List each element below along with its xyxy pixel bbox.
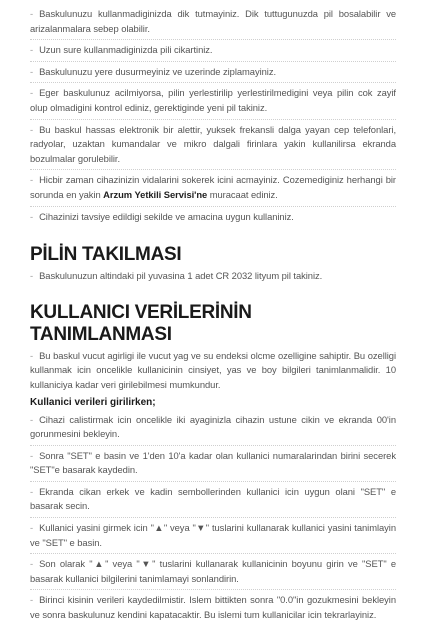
manual-page (30, 7, 396, 626)
divider (30, 119, 396, 120)
section-title-battery: PİLİN TAKILMASI (30, 244, 182, 266)
step-item: - Son olarak "▲" veya "▼" tuslarini kullanarak kullanicinin boyunu girin ve "SET" e basarak kullanici bilgilerini tanimlamayi sonlandirin. (30, 558, 396, 584)
step-item: - Sonra "SET" e basin ve 1'den 10'a kadar olan kullanici numaralarindan birini secerek "SET"e basarak kaydedin. (30, 449, 396, 476)
service-name: Arzum Yetkili Servisi'ne (103, 188, 208, 200)
divider (30, 61, 396, 62)
step-item: - Cihazi calistirmak icin oncelikle iki ayaginizla cihazin ustune cikin ve ekranda 00'in gorunmesini bekleyin. (30, 413, 396, 440)
divider (30, 39, 396, 40)
step-item: - Kullanici yasini girmek icin "▲" veya "▼" tuslarini kullanarak kullanici yasini tanimlayin ve "SET" e basin. (30, 522, 396, 548)
user-data-intro: - Bu baskul vucut agirligi ile vucut yag ve su endeksi olcme ozelligine sahiptir. Bu ozelligi kullanmak icin oncelikle kullanicinin cinsiyet, yas ve boy bilgileri tanimlanmalidir. 10 kullaniciya kadar veri girilebilmesi mumkundur. (30, 349, 396, 390)
divider (30, 169, 396, 170)
instruction-item: - Eger baskulunuz acilmiyorsa, pilin yerlestirilip yerlestirilmedigini veya pilin cok zayif olup olmadigini kontrol ediniz, gerektiginde yeni pil takiniz. (30, 87, 396, 113)
instruction-item: - Cihazinizi tavsiye edildigi sekilde ve amacina uygun kullaniniz. (30, 210, 294, 222)
service-instruction-item: - Hicbir zaman cihazinizin vidalarini sokerek icini acmayiniz. Cozemediginiz herhangi bir sorunda en yakin Arzum Yetkili Servisi'ne muracaat ediniz. (30, 174, 396, 200)
user-data-subheading: Kullanici verileri girilirken; (30, 396, 156, 408)
instruction-item: - Baskulunuzu yere dusurmeyiniz ve uzerinde ziplamayiniz. (30, 65, 277, 77)
step-item: - Ekranda cikan erkek ve kadin sembollerinden kullanici icin uygun olani "SET" e basarak secin. (30, 485, 396, 512)
section-title-user-data: KULLANICI VERİLERİNİN TANIMLANMASI (30, 301, 252, 345)
instruction-item: - Bu baskul hassas elektronik bir alettir, yuksek frekansli dalga yayan cep telefonlari, radyolar, uzaktan kumandalar ve mikro dalgali firinlara yakin kullanilirsa ekranda bozulmalar gorulebilir. (30, 123, 396, 164)
divider (30, 517, 396, 518)
battery-instruction: - Baskulunuzun altindaki pil yuvasina 1 adet CR 2032 lityum pil takiniz. (30, 270, 323, 282)
divider (30, 589, 396, 590)
step-item: - Birinci kisinin verileri kaydedilmistir. Islem bittikten sonra "0.0"in gozukmesini bekleyin ve sonra baskulunuz kendini kapatacaktir. Bu islemi tum kullanicilar icin tekrarlayiniz. (30, 594, 396, 621)
divider (30, 206, 396, 207)
instruction-item: - Uzun sure kullanmadiginizda pili cikartiniz. (30, 44, 213, 56)
divider (30, 445, 396, 446)
divider (30, 82, 396, 83)
instruction-item: - Baskulunuzu kullanmadiginizda dik tutmayiniz. Dik tuttugunuzda pil bosalabilir ve arizalanmalara sebep olabilir. (30, 8, 396, 34)
divider (30, 553, 396, 554)
divider (30, 481, 396, 482)
